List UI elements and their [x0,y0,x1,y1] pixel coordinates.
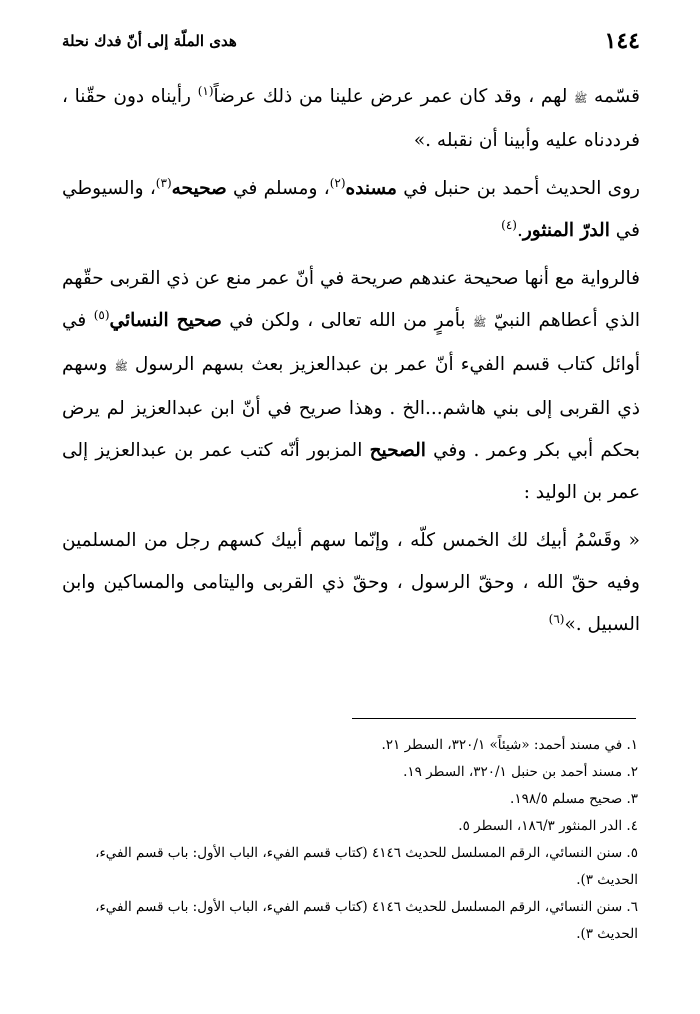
footnote-ref[interactable]: (١) [197,83,214,98]
paragraph-1: قسّمه ﷺ لهم ، وقد كان عمر عرض علينا من ذلك عرضاً$^{(١)}$ رأيناه دون حقّنا ، فرددناه عليه وأبينا أن نقبله .» [62,83,641,151]
page-number: ١٤٤ [604,28,640,54]
book-title: الدرّ المنثور [522,220,610,241]
salawat-glyph: ﷺ [472,316,487,329]
book-title: الصحيح [369,440,426,461]
footnotes [62,732,638,948]
footnote-item: ٣. صحيح مسلم ١٩٨/٥. [510,791,638,807]
paragraph-3: فالرواية مع أنها صحيحة عندهم صريحة في أنّ عمر منع عن ذي القربى حقّهم الذي أعطاهم النبيّ ﷺ بأمرٍ من الله تعالى ، ولكن في صحيح النسائي$^{(٥)}$ في أوائل كتاب قسم الفيء أنّ عمر بن عبدالعزيز بعث بسهم الرسول ﷺ وسهم ذي القربى إلى بني هاشم...الخ . وهذا صريح في أنّ ابن عبدالعزيز لم يرض بحكم أبي بكر وعمر . وفي الصحيح المزبور أنّه كتب عمر بن عبدالعزيز إلى عمر بن الوليد : [62,268,641,503]
paragraph-2: روى الحديث أحمد بن حنبل في مسنده$^{(٢)}$، ومسلم في صحيحه$^{(٣)}$، والسيوطي في الدرّ المنثور.$^{(٤)}$ [62,175,640,241]
footnote-ref[interactable]: (٣) [155,175,172,190]
footnote-item: ١. في مسند أحمد: «شيئاً» ٣٢٠/١، السطر ٢١. [381,737,638,753]
footnote-ref[interactable]: (٥) [93,307,110,322]
book-title: صحيحه [171,178,227,199]
footnote-ref[interactable]: (٤) [501,217,517,232]
footnote-ref[interactable]: (٦) [548,611,565,626]
footnote-item: ٦. سنن النسائي، الرقم المسلسل للحديث ٤١٤٦ (كتاب قسم الفيء، الباب الأول: باب قسم الفيء، الحديث ٣). [95,899,638,942]
main-text [62,76,640,646]
salawat-glyph: ﷺ [574,92,588,105]
page-header [62,28,640,62]
footnote-divider [352,718,636,719]
salawat-glyph: ﷺ [114,360,128,373]
quotation: « وقَسْمُ أبيك لك الخمس كلّه ، وإنّما سهم أبيك كسهم رجل من المسلمين وفيه حقّ الله ، وحقّ الرسول ، وحقّ ذي القربى واليتامى والمساكين وابن السبيل .»$^{(٦)}$ [62,530,640,635]
footnote-item: ٤. الدر المنثور ١٨٦/٣، السطر ٥. [458,818,638,834]
footnote-item: ٢. مسند أحمد بن حنبل ٣٢٠/١، السطر ١٩. [403,764,638,780]
footnote-item: ٥. سنن النسائي، الرقم المسلسل للحديث ٤١٤٦ (كتاب قسم الفيء، الباب الأول: باب قسم الفيء، الحديث ٣). [95,845,638,888]
book-title: صحيح النسائي [109,310,222,331]
book-title: مسنده [345,178,397,199]
footnote-ref[interactable]: (٢) [329,175,346,190]
running-title: هدى الملّة إلى أنّ فدك نحلة [62,32,237,50]
